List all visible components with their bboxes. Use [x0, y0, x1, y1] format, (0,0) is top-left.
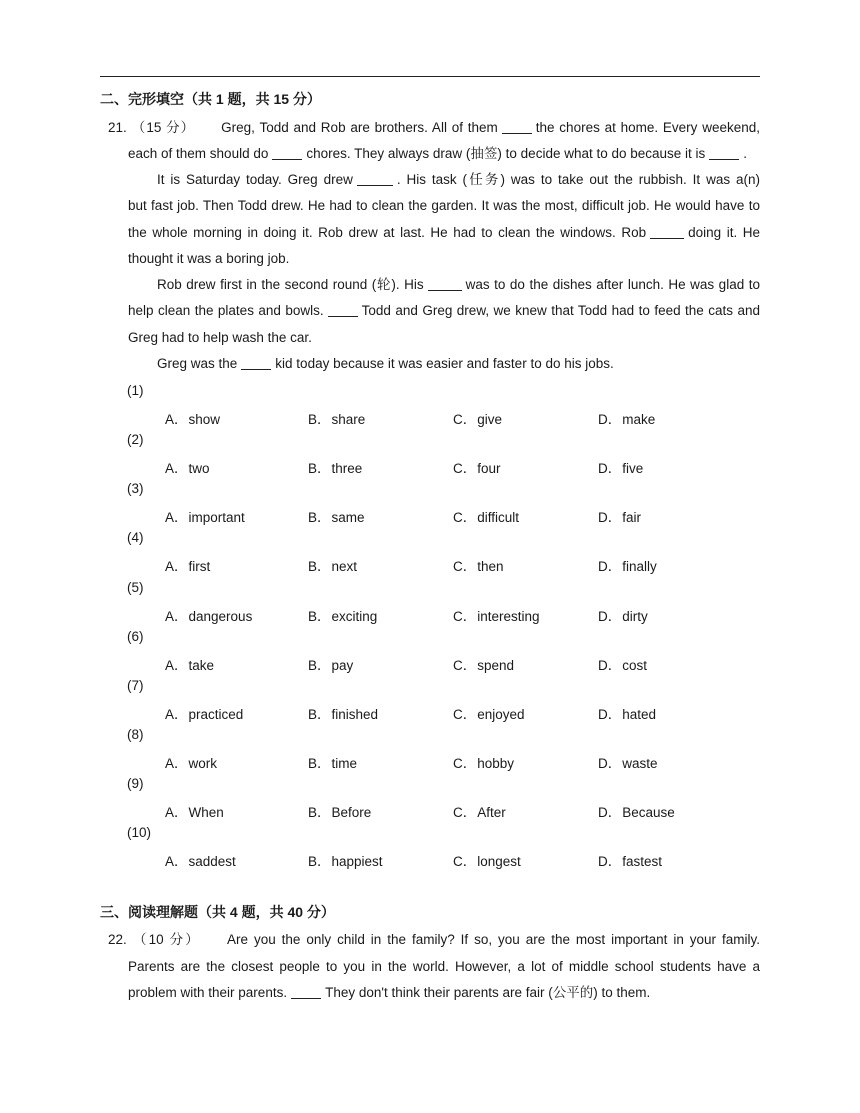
option-c[interactable]: [453, 654, 514, 674]
q22-blank-1[interactable]: [291, 985, 321, 999]
option-letter: D．: [598, 559, 622, 574]
option-letter: A．: [165, 510, 188, 525]
option-letter: A．: [165, 412, 188, 427]
blank-3[interactable]: [709, 146, 739, 160]
option-a[interactable]: [165, 654, 214, 674]
option-text: After: [477, 805, 506, 820]
option-a[interactable]: [165, 752, 217, 772]
option-text: important: [188, 510, 245, 525]
subquestion-number: (5): [127, 580, 144, 595]
option-text: Because: [622, 805, 675, 820]
option-b[interactable]: [308, 605, 377, 625]
option-letter: D．: [598, 658, 622, 673]
text-segment: Todd and Greg drew, we knew that Todd had to feed the cats and: [361, 303, 761, 318]
option-c[interactable]: [453, 703, 525, 723]
option-text: take: [188, 658, 215, 673]
q22-line-1: [108, 930, 760, 950]
option-b[interactable]: [308, 850, 383, 870]
subquestion-number: (3): [127, 481, 144, 496]
text-segment: the chores at home. Every weekend,: [535, 120, 760, 135]
option-a[interactable]: [165, 408, 220, 428]
option-c[interactable]: [453, 801, 506, 821]
option-letter: B．: [308, 854, 331, 869]
option-letter: A．: [165, 461, 188, 476]
subquestion-number: (8): [127, 727, 144, 742]
blank-6[interactable]: [650, 225, 684, 239]
option-a[interactable]: [165, 457, 210, 477]
option-text: finally: [622, 559, 657, 574]
option-c[interactable]: [453, 752, 514, 772]
option-a[interactable]: [165, 555, 210, 575]
option-letter: C．: [453, 756, 477, 771]
text-segment: They don't think their parents are fair (公平的) to them.: [325, 985, 651, 1000]
option-b[interactable]: [308, 801, 371, 821]
q21-line-9: Greg had to help wash the car.: [128, 330, 312, 345]
option-letter: B．: [308, 756, 331, 771]
q21-number: 21.: [108, 120, 127, 135]
option-letter: D．: [598, 510, 622, 525]
subquestion-number: (7): [127, 678, 144, 693]
option-text: next: [331, 559, 358, 574]
text-segment: .: [743, 146, 748, 161]
subquestion-number: (9): [127, 776, 144, 791]
text-segment: each of them should do: [128, 146, 269, 161]
q21-line-1: [108, 118, 760, 138]
option-b[interactable]: [308, 408, 365, 428]
option-letter: D．: [598, 707, 622, 722]
q22-line-3: [128, 983, 760, 1003]
option-text: interesting: [477, 609, 540, 624]
option-b[interactable]: [308, 555, 357, 575]
option-text: cost: [622, 658, 648, 673]
text-segment: Greg was the: [157, 356, 238, 371]
option-b[interactable]: [308, 654, 353, 674]
option-letter: B．: [308, 609, 331, 624]
blank-2[interactable]: [272, 146, 302, 160]
option-text: show: [188, 412, 221, 427]
option-text: difficult: [477, 510, 520, 525]
option-letter: C．: [453, 658, 477, 673]
option-letter: D．: [598, 412, 622, 427]
text-segment: doing it. He: [688, 225, 761, 240]
option-letter: C．: [453, 412, 477, 427]
option-letter: A．: [165, 609, 188, 624]
option-letter: D．: [598, 609, 622, 624]
option-letter: C．: [453, 609, 477, 624]
option-letter: A．: [165, 707, 188, 722]
option-text: first: [188, 559, 211, 574]
option-d[interactable]: [598, 752, 658, 772]
top-divider: [100, 76, 760, 77]
text-segment: chores. They always draw (抽签) to decide what to do because it is: [306, 146, 706, 161]
option-letter: C．: [453, 559, 477, 574]
option-text: saddest: [188, 854, 236, 869]
text-segment: kid today because it was easier and faster to do his jobs.: [275, 356, 614, 371]
option-text: waste: [622, 756, 658, 771]
option-d[interactable]: [598, 654, 647, 674]
q22-line-2: Parents are the closest people to you in the world. However, a lot of middle school students have a: [128, 959, 760, 974]
option-text: four: [477, 461, 501, 476]
text-segment: was to do the dishes after lunch. He was glad to: [465, 277, 760, 292]
option-letter: C．: [453, 461, 477, 476]
blank-9[interactable]: [328, 303, 358, 317]
option-letter: B．: [308, 805, 331, 820]
option-text: pay: [331, 658, 354, 673]
q21-line-5: [128, 223, 760, 243]
section-title-cloze: 二、完形填空（共 1 题，共 15 分）: [100, 91, 321, 107]
text-segment: Greg, Todd and Rob are brothers. All of them: [221, 120, 498, 135]
option-letter: D．: [598, 756, 622, 771]
option-text: five: [622, 461, 644, 476]
q21-line-3: [157, 170, 760, 190]
option-c[interactable]: [453, 605, 540, 625]
option-a[interactable]: [165, 703, 243, 723]
blank-1[interactable]: [502, 120, 532, 134]
blank-4[interactable]: [357, 172, 393, 186]
subquestion-number: (6): [127, 629, 144, 644]
option-letter: B．: [308, 658, 331, 673]
option-text: fastest: [622, 854, 663, 869]
option-d[interactable]: [598, 506, 641, 526]
option-a[interactable]: [165, 605, 252, 625]
option-text: make: [622, 412, 656, 427]
option-text: hobby: [477, 756, 515, 771]
option-letter: C．: [453, 805, 477, 820]
text-segment: Are you the only child in the family? If so, you are the most important in your family.: [227, 932, 760, 947]
option-text: then: [477, 559, 504, 574]
option-d[interactable]: [598, 408, 655, 428]
text-segment: the whole morning in doing it. Rob drew at last. He had to clean the windows. Rob: [128, 225, 647, 240]
option-b[interactable]: [308, 752, 357, 772]
option-text: time: [331, 756, 358, 771]
option-d[interactable]: [598, 850, 662, 870]
subquestion-number: (4): [127, 530, 144, 545]
option-c[interactable]: [453, 506, 519, 526]
option-text: practiced: [188, 707, 244, 722]
option-letter: C．: [453, 510, 477, 525]
option-text: fair: [622, 510, 642, 525]
q22-number: 22.: [108, 932, 127, 947]
option-d[interactable]: [598, 703, 656, 723]
option-d[interactable]: [598, 605, 648, 625]
text-segment: problem with their parents.: [128, 985, 288, 1000]
option-letter: A．: [165, 854, 188, 869]
blank-10[interactable]: [241, 356, 271, 370]
option-b[interactable]: [308, 703, 378, 723]
option-c[interactable]: [453, 555, 504, 575]
q21-line-10: [157, 354, 760, 374]
option-text: exciting: [331, 609, 378, 624]
option-text: share: [331, 412, 366, 427]
option-letter: A．: [165, 559, 188, 574]
option-text: finished: [331, 707, 379, 722]
option-b[interactable]: [308, 457, 362, 477]
option-letter: D．: [598, 854, 622, 869]
option-text: give: [477, 412, 503, 427]
option-letter: B．: [308, 461, 331, 476]
blank-8[interactable]: [428, 277, 462, 291]
option-text: same: [331, 510, 365, 525]
q21-line-4: but fast job. Then Todd drew. He had to clean the garden. It was the most, difficult job. He would have to: [128, 198, 760, 213]
option-text: enjoyed: [477, 707, 525, 722]
subquestion-number: (1): [127, 383, 144, 398]
option-d[interactable]: [598, 555, 657, 575]
option-b[interactable]: [308, 506, 365, 526]
q21-line-2: [128, 144, 760, 164]
subquestion-number: (2): [127, 432, 144, 447]
option-text: Before: [331, 805, 372, 820]
option-c[interactable]: [453, 457, 501, 477]
option-a[interactable]: [165, 850, 236, 870]
option-letter: A．: [165, 805, 188, 820]
option-d[interactable]: [598, 457, 643, 477]
section-title-reading: 三、阅读理解题（共 4 题，共 40 分）: [100, 904, 335, 920]
option-text: dangerous: [188, 609, 253, 624]
option-a[interactable]: [165, 801, 224, 821]
option-text: spend: [477, 658, 515, 673]
q21-points: （15 分）: [130, 120, 196, 135]
text-segment: Rob drew first in the second round (轮). His: [157, 277, 424, 292]
text-segment: help clean the plates and bowls.: [128, 303, 324, 318]
option-letter: B．: [308, 707, 331, 722]
q21-line-8: [128, 301, 760, 321]
q22-points: （10 分）: [130, 932, 202, 947]
option-letter: B．: [308, 559, 331, 574]
option-letter: D．: [598, 461, 622, 476]
option-text: hated: [622, 707, 657, 722]
subquestion-number: (10): [127, 825, 152, 840]
option-text: work: [188, 756, 218, 771]
option-c[interactable]: [453, 850, 521, 870]
option-letter: A．: [165, 658, 188, 673]
option-letter: C．: [453, 707, 477, 722]
option-c[interactable]: [453, 408, 502, 428]
text-segment: It is Saturday today. Greg drew: [157, 172, 353, 187]
text-segment: . His task (任务) was to take out the rubbish. It was a(n): [396, 172, 760, 187]
option-letter: A．: [165, 756, 188, 771]
option-text: two: [188, 461, 210, 476]
option-text: When: [188, 805, 224, 820]
option-text: happiest: [331, 854, 383, 869]
option-text: three: [331, 461, 363, 476]
q21-line-7: [157, 275, 760, 295]
option-d[interactable]: [598, 801, 675, 821]
option-letter: D．: [598, 805, 622, 820]
option-letter: C．: [453, 854, 477, 869]
option-letter: B．: [308, 412, 331, 427]
option-text: longest: [477, 854, 521, 869]
q21-line-6: thought it was a boring job.: [128, 251, 290, 266]
option-a[interactable]: [165, 506, 245, 526]
option-text: dirty: [622, 609, 648, 624]
option-letter: B．: [308, 510, 331, 525]
